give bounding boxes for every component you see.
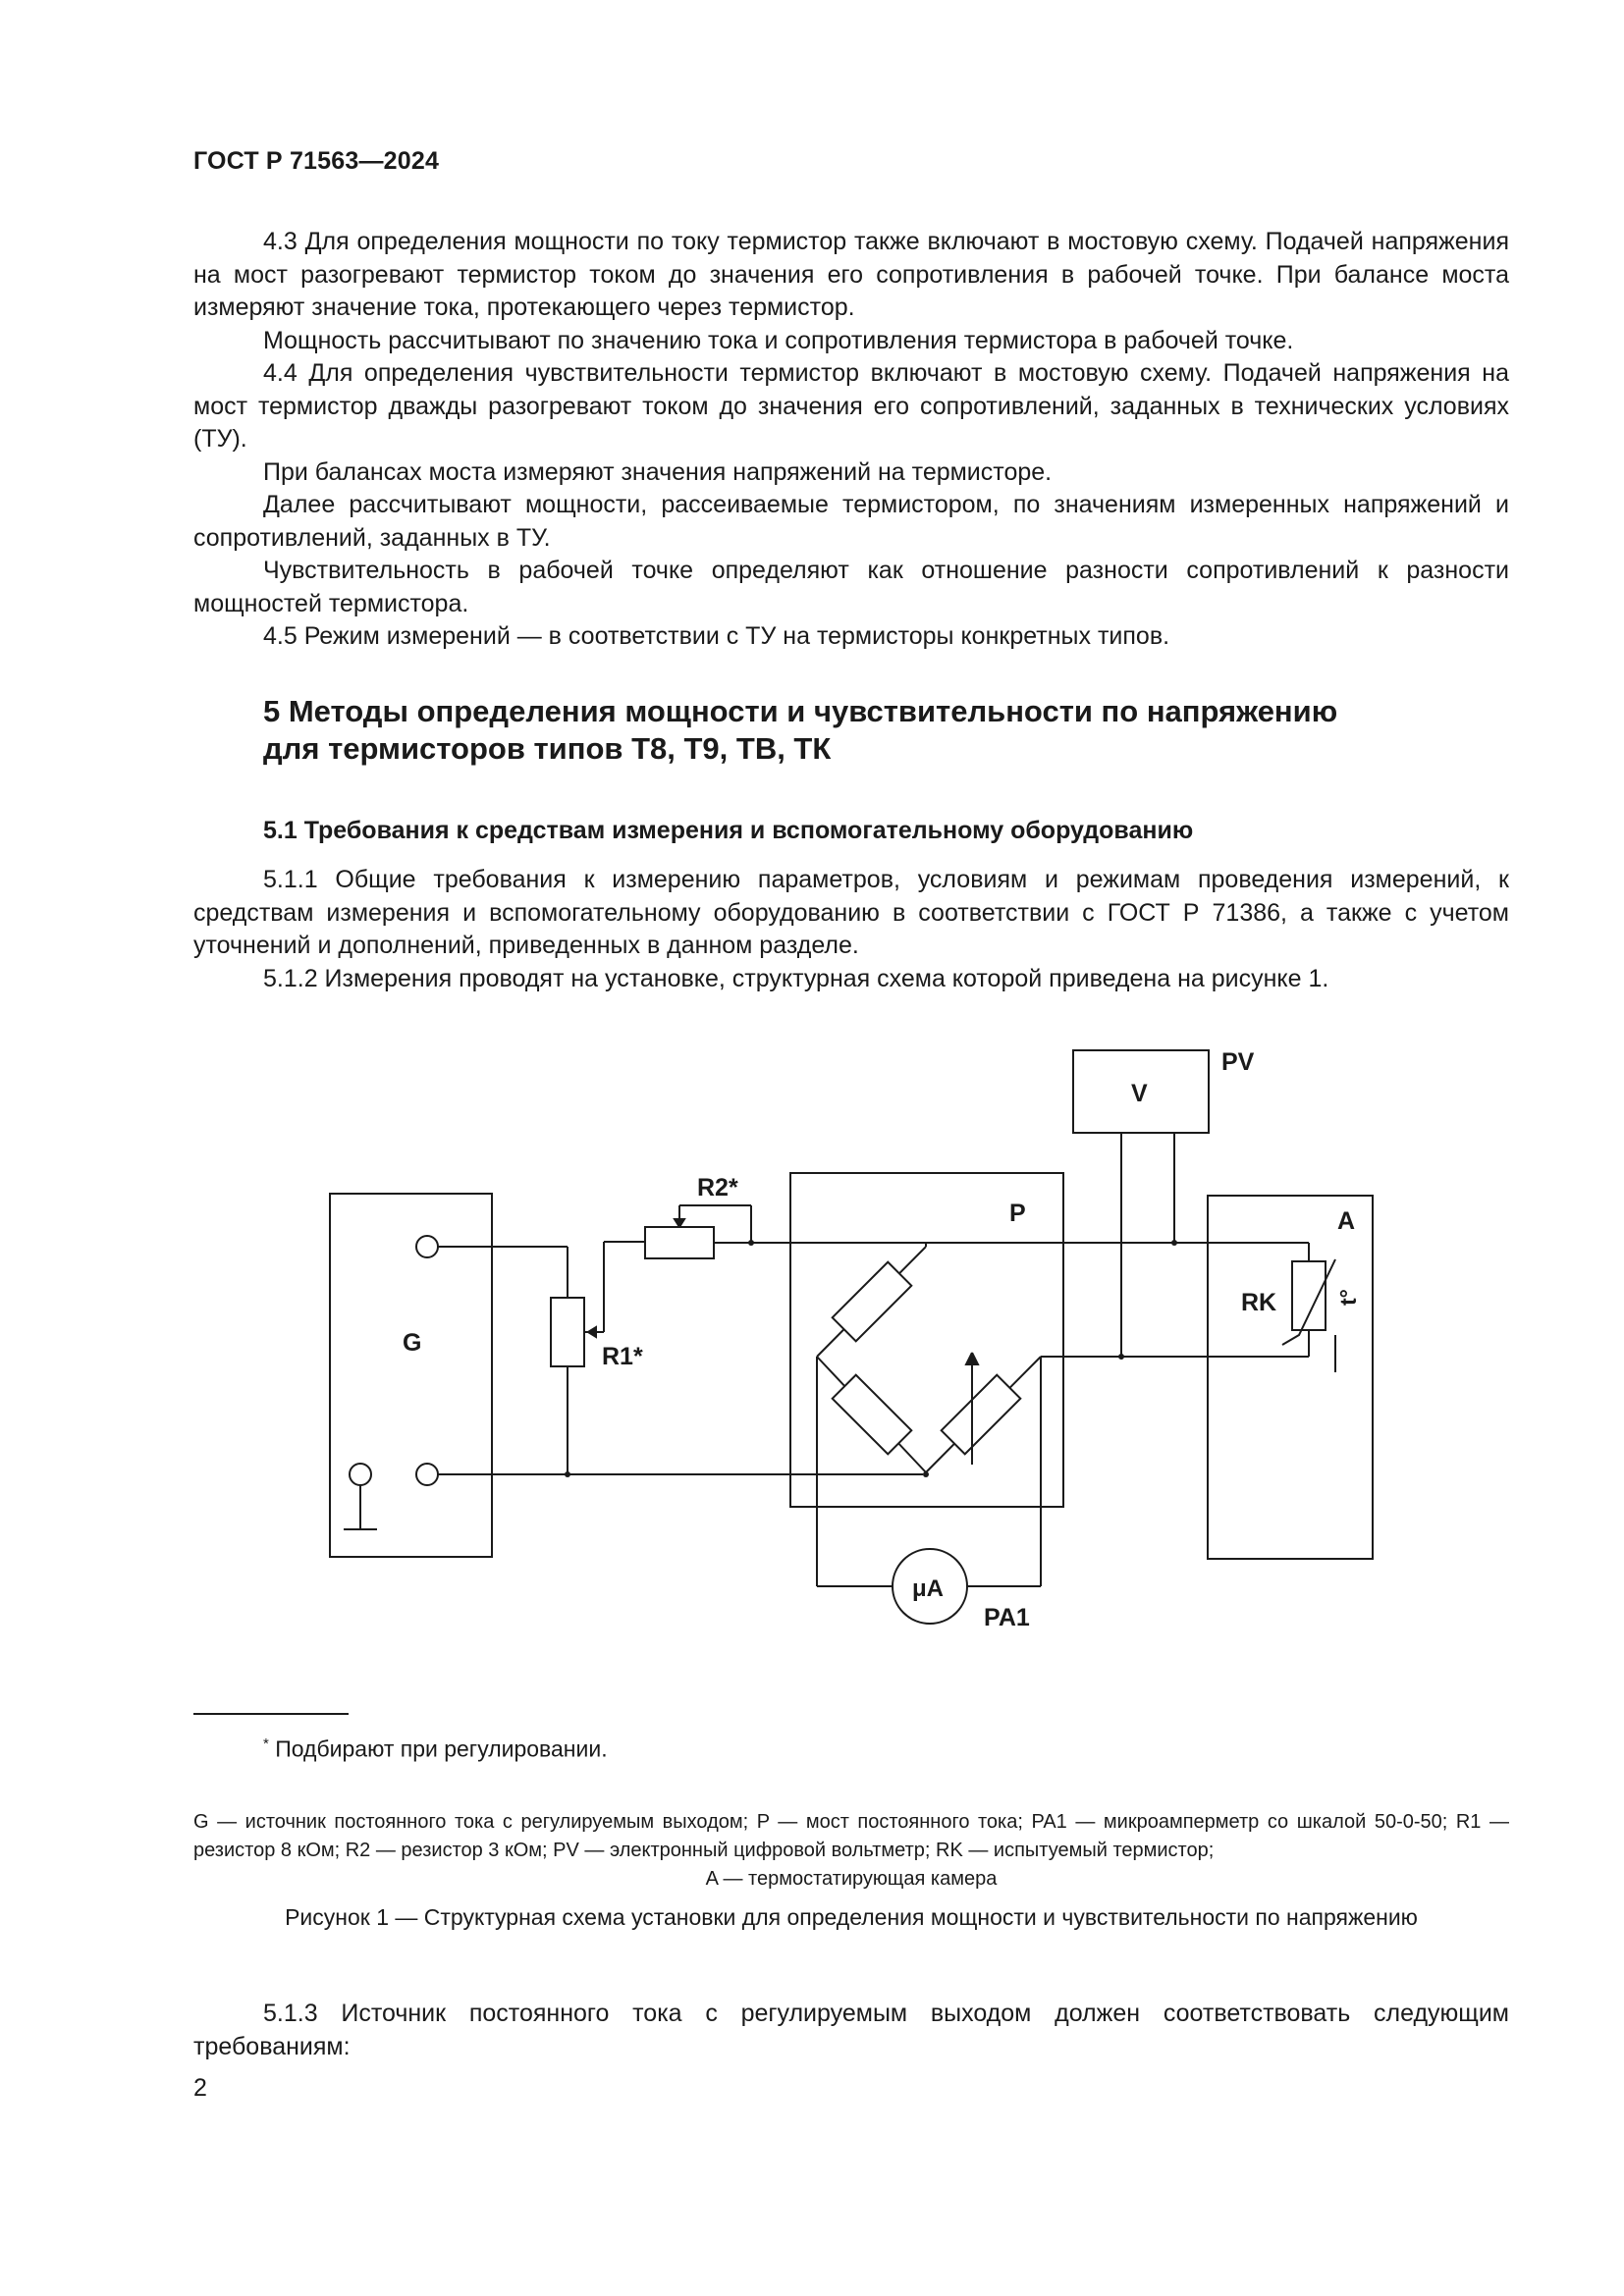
paragraph: Мощность рассчитывают по значению тока и сопротивления термистора в рабочей точке. [263, 326, 1294, 354]
label-pa1: PA1 [984, 1604, 1030, 1629]
footnote-mark: * [263, 1735, 269, 1752]
circuit-svg [314, 1041, 1414, 1629]
bridge-resistor-3 [942, 1375, 1021, 1455]
thermistor-rk [1292, 1261, 1326, 1330]
footnote-divider [193, 1713, 349, 1715]
bridge-resistor-1 [833, 1262, 912, 1342]
section-title-line: для термисторов типов Т8, Т9, ТВ, ТК [263, 731, 832, 766]
circuit-diagram [314, 1041, 1414, 1629]
paragraph: 5.1.3 Источник постоянного тока с регулируемым выходом должен соответствовать следующим требованиям: [193, 2000, 1509, 2060]
label-rk: RK [1241, 1289, 1277, 1316]
label-v: V [1131, 1080, 1148, 1107]
paragraph: 5.1.1 Общие требования к измерению параметров, условиям и режимам проведения измерений, к средствам измерения и вспомогательному оборудованию в соответствии с ГОСТ Р 71386, а также с учетом уточнений и дополнений, приведенных в данном разделе. [193, 866, 1509, 959]
figure-caption: Рисунок 1 — Структурная схема установки для определения мощности и чувствительности по напряжению [285, 1904, 1418, 1930]
label-g: G [403, 1329, 422, 1357]
section-5-title [263, 693, 1471, 768]
ground-terminal [350, 1464, 371, 1485]
text-block-section-4 [193, 226, 1509, 654]
label-a: A [1337, 1207, 1356, 1235]
label-t: t° [1335, 1289, 1361, 1306]
paragraph: Чувствительность в рабочей точке определяют как отношение разности сопротивлений к разности мощностей термистора. [193, 557, 1509, 617]
paragraph: 4.4 Для определения чувствительности термистор включают в мостовую схему. Подачей напряжения на мост термистор дважды разогревают током до значения его сопротивлений, заданных в технических условиях (ТУ). [193, 359, 1509, 453]
label-pv: PV [1221, 1048, 1255, 1076]
paragraph: 4.5 Режим измерений — в соответствии с ТУ на термисторы конкретных типов. [263, 622, 1170, 650]
paragraph: 5.1.2 Измерения проводят на установке, структурная схема которой приведена на рисунке 1. [263, 964, 1329, 992]
terminal-bottom [416, 1464, 438, 1485]
footnote [263, 1735, 608, 1763]
paragraph: При балансах моста измеряют значения напряжений на термисторе. [263, 457, 1053, 486]
chamber-a-box [1208, 1196, 1373, 1559]
page-number: 2 [193, 2074, 207, 2102]
text-block-5-1-3 [193, 1998, 1509, 2063]
figure-legend: G — источник постоянного тока с регулируемым выходом; P — мост постоянного тока; PA1 — микроамперметр со шкалой 50-0-50; R1 — резистор 8 кОм; R2 — резистор 3 кОм; PV — электронный цифровой вольтметр; RK — испытуемый термистор; [193, 1811, 1509, 1861]
paragraph: Далее рассчитывают мощности, рассеиваемые термистором, по значениям измеренных напряжений и сопротивлений, заданных в ТУ. [193, 491, 1509, 552]
text-block-section-5-1 [193, 864, 1509, 995]
paragraph: 4.3 Для определения мощности по току термистор также включают в мостовую схему. Подачей напряжения на мост разогревают термистор током до значения его сопротивления в рабочей точке. При балансе моста измеряют значение тока, протекающего через термистор. [193, 228, 1509, 321]
terminal-top [416, 1236, 438, 1257]
label-r2: R2* [697, 1174, 738, 1201]
section-title-line: 5 Методы определения мощности и чувствительности по напряжению [263, 694, 1338, 728]
footnote-text: Подбирают при регулировании. [275, 1735, 608, 1762]
subsection-5-1-title: 5.1 Требования к средствам измерения и вспомогательному оборудованию [263, 817, 1194, 844]
label-r1: R1* [602, 1343, 643, 1370]
resistor-r2 [645, 1227, 714, 1258]
source-g-box [330, 1194, 492, 1557]
label-ua: μA [912, 1575, 945, 1602]
document-header: ГОСТ Р 71563—2024 [193, 147, 440, 175]
figure-legend-last-line: A — термостатирующая камера [705, 1868, 998, 1890]
label-p: P [1009, 1200, 1026, 1227]
bridge-resistor-2 [833, 1375, 912, 1455]
resistor-r1 [551, 1298, 584, 1366]
